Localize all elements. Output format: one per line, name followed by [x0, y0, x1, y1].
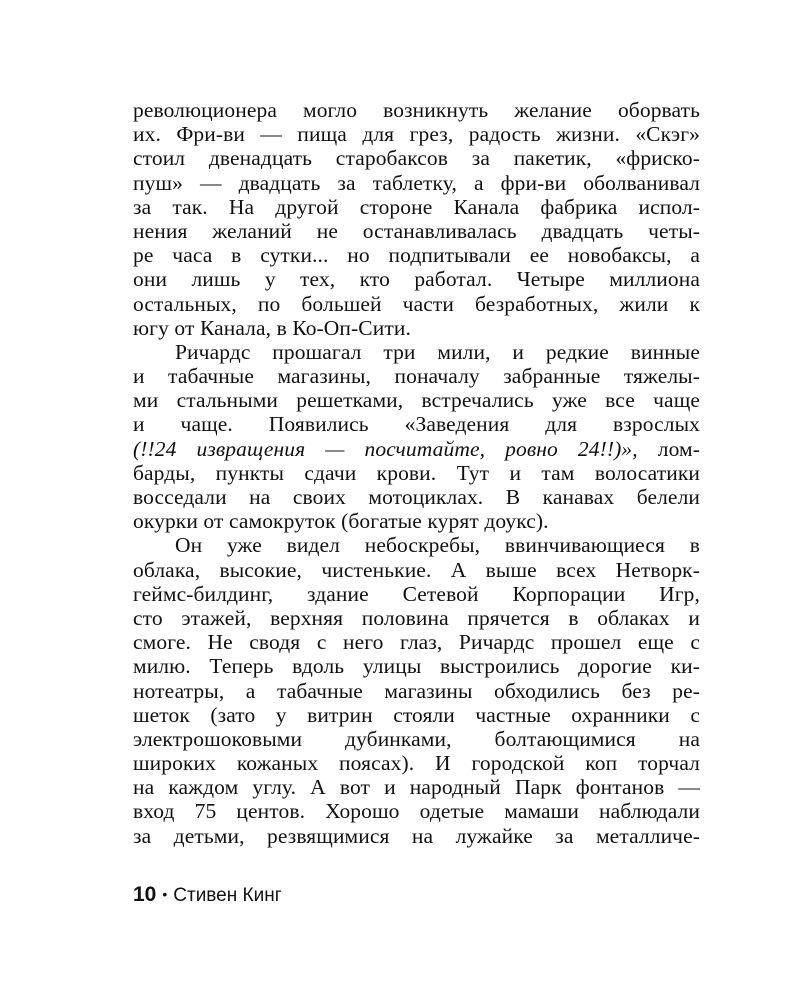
- text-line: восседали на своих мотоциклах. В канавах белели: [133, 485, 700, 509]
- text-line: электрошоковыми дубинками, болтающимися на: [133, 726, 700, 751]
- running-author: Стивен Кинг: [173, 885, 282, 906]
- text-line: вход 75 центов. Хорошо одетые мамаши наблюдали: [133, 799, 700, 824]
- text-line: Ричардс прошагал три мили, и редкие винные: [175, 339, 700, 364]
- text-line: облака, высокие, чистенькие. А выше всех Нетворк-: [133, 557, 700, 582]
- text-line: ре часа в сутки... но подпитывали ее новобаксы, а: [133, 243, 700, 268]
- text-line: сто этажей, верхняя половина прячется в облаках и: [133, 605, 700, 630]
- text-line: и табачные магазины, поначалу забранные тяжелы-: [133, 364, 700, 389]
- bullet-separator: •: [162, 886, 168, 902]
- text-line: на каждом углу. А вот и народный Парк фонтанов —: [133, 775, 700, 800]
- text-line: стоил двенадцать старобаксов за пакетик, «фриско-: [133, 146, 700, 171]
- text-line: окурки от самокруток (богатые курят доукс).: [133, 509, 549, 534]
- page-number: 10: [133, 883, 157, 906]
- text-fragment: лом-: [637, 436, 700, 461]
- paragraph-3: [133, 533, 700, 847]
- text-line: Он уже видел небоскребы, ввинчивающиеся в: [175, 533, 700, 558]
- text-line: широких кожаных поясах). И городской коп торчал: [133, 751, 700, 776]
- text-line-mixed: [133, 437, 700, 461]
- paragraph-2: [133, 340, 700, 534]
- text-line: нения желаний не останавливалась двадцать четы-: [133, 218, 700, 243]
- text-line: революционера могло возникнуть желание оборвать: [133, 98, 700, 122]
- text-line: пуш» — двадцать за таблетку, а фри-ви оболванивал: [133, 170, 700, 195]
- text-line: ми стальными решетками, встречались уже все чаще: [133, 388, 700, 413]
- text-line: за так. На другой стороне Канала фабрика испол-: [133, 194, 700, 219]
- text-line: югу от Канала, в Ко-Оп-Сити.: [133, 315, 411, 340]
- text-line: их. Фри-ви — пища для грез, радость жизни. «Скэг»: [133, 122, 700, 147]
- text-line: остальных, по большей части безработных, жили к: [133, 291, 700, 316]
- text-line: они лишь у тех, кто работал. Четыре миллиона: [133, 267, 700, 292]
- text-line: барды, пункты сдачи крови. Тут и там волосатики: [133, 460, 700, 485]
- text-line: шеток (зато у витрин стояли частные охранники с: [133, 702, 700, 727]
- body-text: [133, 98, 700, 848]
- italic-phrase: (!!24 извращения — посчитайте, ровно 24!!)»,: [133, 436, 638, 461]
- text-line: милю. Теперь вдоль улицы выстроились дорогие ки-: [133, 654, 700, 679]
- text-line: геймс-билдинг, здание Сетевой Корпорации Игр,: [133, 581, 700, 606]
- paragraph-1: [133, 98, 700, 340]
- text-line: нотеатры, а табачные магазины обходились без ре-: [133, 678, 700, 703]
- page-footer: [133, 883, 282, 907]
- text-line: и чаще. Появились «Заведения для взрослых: [133, 412, 700, 437]
- text-line: за детьми, резвящимися на лужайке за металличе-: [133, 823, 700, 848]
- text-line: смоге. Не сводя с него глаз, Ричардс прошел еще с: [133, 630, 700, 655]
